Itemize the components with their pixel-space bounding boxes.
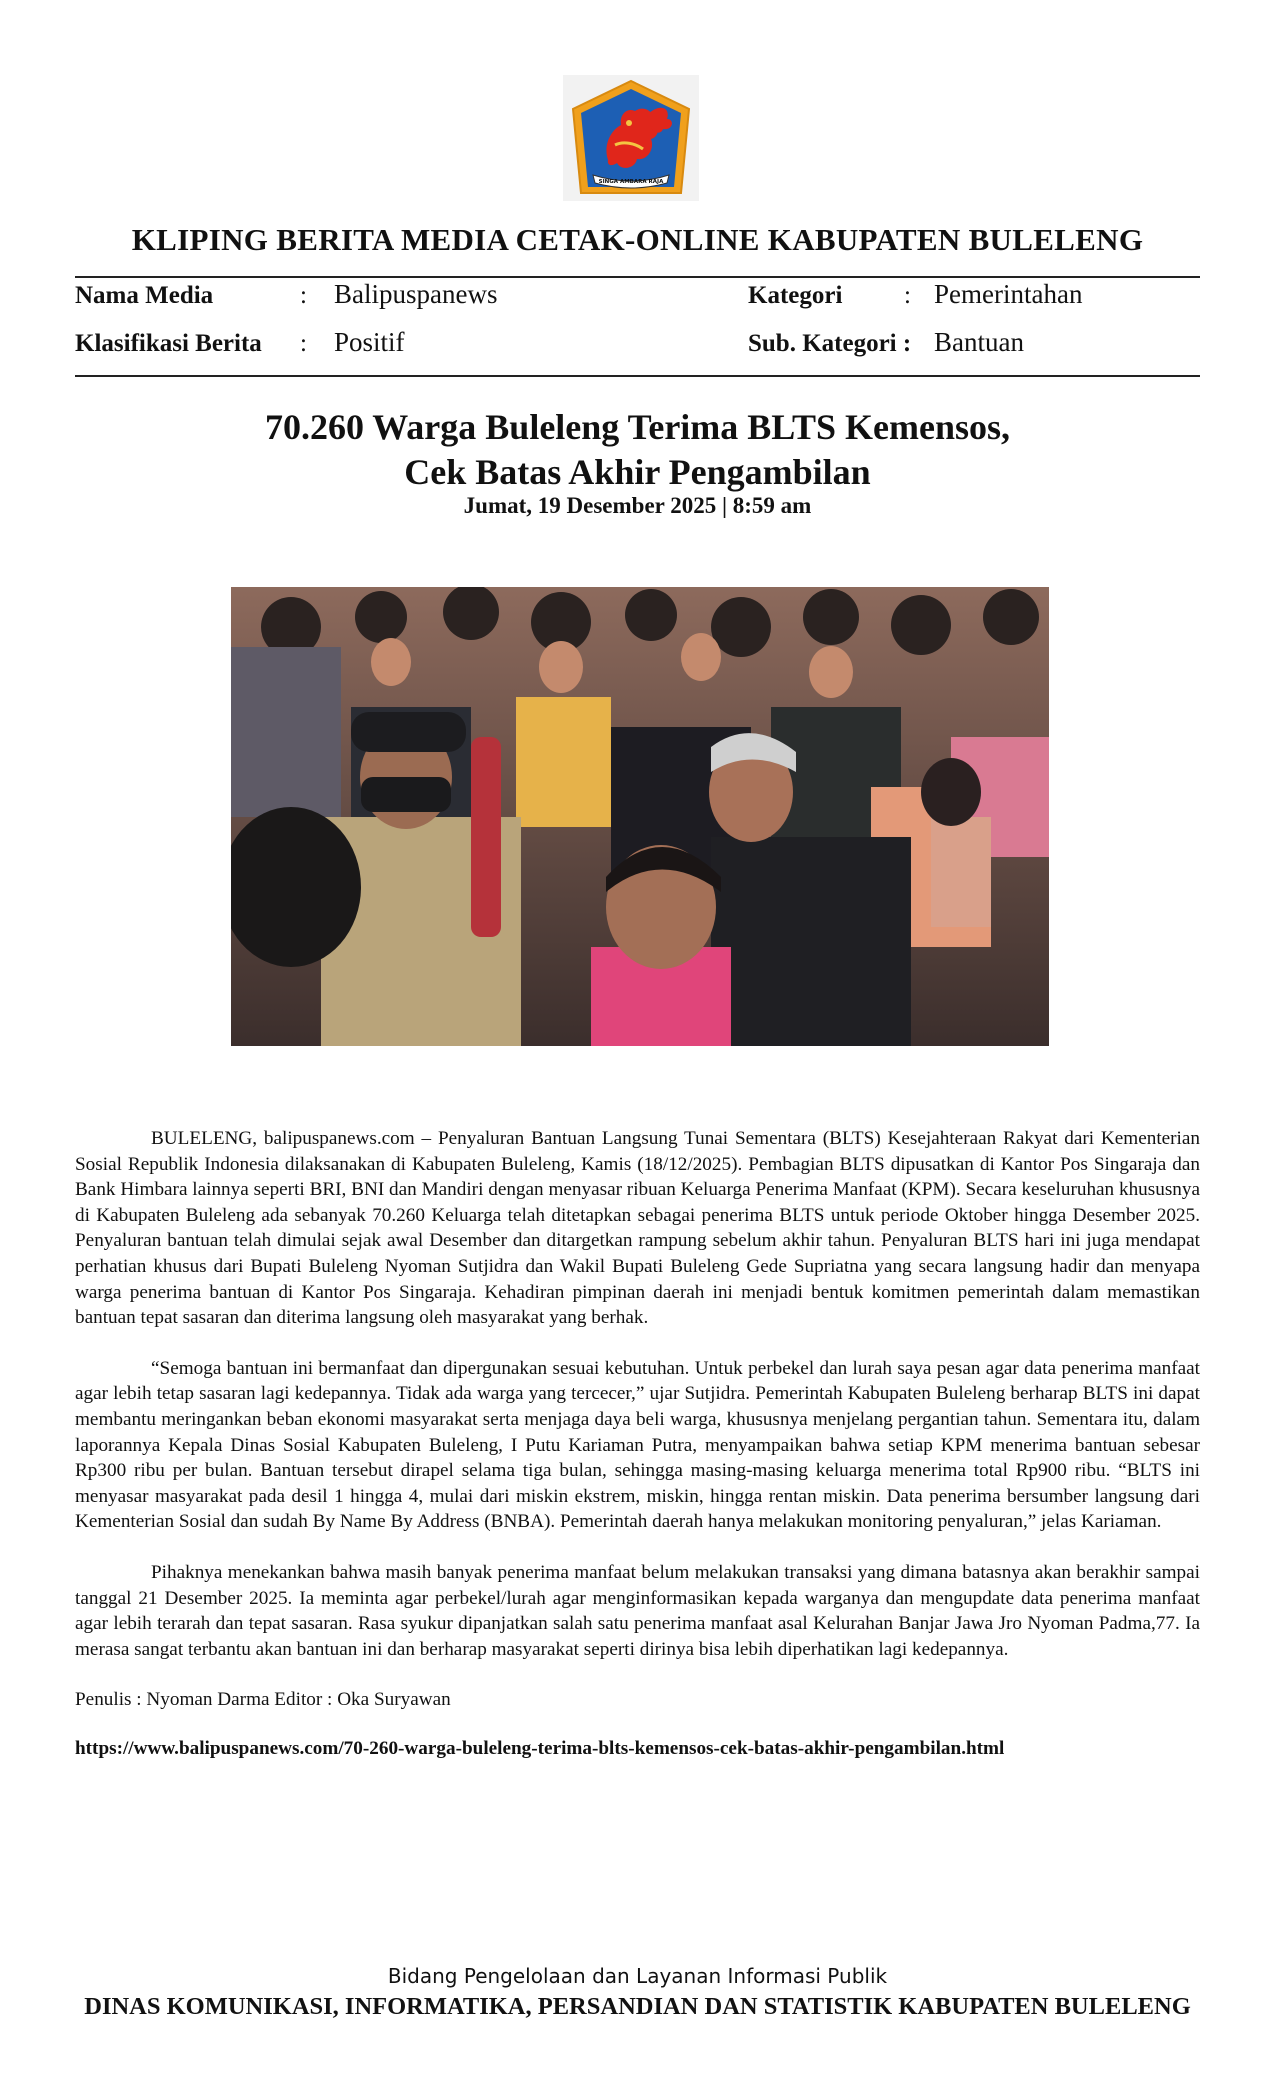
kategori-label: Kategori: [748, 282, 843, 309]
article-paragraph-1: BULELENG, balipuspanews.com – Penyaluran Bantuan Langsung Tunai Sementara (BLTS) Kesejahteraan Rakyat dari Kementerian Sosial Republik Indonesia dilaksanakan di Kabupaten Buleleng, Kamis (18/12/2025). Pembagian BLTS dipusatkan di Kantor Pos Singaraja dan Bank Himbara lainnya seperti BRI, BNI dan Mandiri dengan menyasar ribuan Keluarga Penerima Manfaat (KPM). Secara keseluruhan khususnya di Kabupaten Buleleng ada sebanyak 70.260 Keluarga telah ditetapkan sebagai penerima BLTS untuk periode Oktober hingga Desember 2025. Penyaluran bantuan telah dimulai sejak awal Desember dan ditargetkan rampung sebelum akhir tahun. Penyaluran BLTS hari ini juga mendapat perhatian khusus dari Bupati Buleleng Nyoman Sutjidra dan Wakil Bupati Buleleng Gede Supriatna yang secara langsung hadir dan menyapa warga penerima bantuan di Kantor Pos Singaraja. Kehadiran pimpinan daerah ini menjadi bentuk komitmen pemerintah dalam memastikan bantuan tepat sasaran dan diterima langsung oleh masyarakat yang berhak.: [75, 1128, 1200, 1329]
article-headline: [75, 405, 1200, 495]
headline-line-1: 70.260 Warga Buleleng Terima BLTS Kemensos,: [264, 407, 1011, 447]
kategori-colon: :: [904, 282, 911, 309]
buleleng-emblem-logo: [563, 75, 699, 201]
media-label: Nama Media: [75, 282, 214, 309]
footer-department: Bidang Pengelolaan dan Layanan Informasi Publik: [387, 1964, 888, 1988]
article-source-url[interactable]: https://www.balipuspanews.com/70-260-warga-buleleng-terima-blts-kemensos-cek-batas-akhir-pengambilan.html: [75, 1737, 1005, 1759]
header-divider-top: [75, 276, 1200, 278]
article-paragraph-3: Pihaknya menekankan bahwa masih banyak penerima manfaat belum melakukan transaksi yang dimana batasnya akan berakhir sampai tanggal 21 Desember 2025. Ia meminta agar perbekel/lurah agar menginformasikan kepada warganya dan mengupdate data penerima manfaat agar lebih terarah dan tepat sasaran. Rasa syukur dipanjatkan salah satu penerima manfaat asal Kelurahan Banjar Jawa Jro Nyoman Padma,77. Ia merasa sangat terbantu akan bantuan ini dan berharap masyarakat seperti dirinya bisa lebih diperhatikan lagi kedepannya.: [75, 1561, 1200, 1660]
media-colon: :: [300, 282, 307, 309]
header-divider-bottom: [75, 375, 1200, 377]
kategori-value: Pemerintahan: [934, 279, 1083, 309]
article-paragraph-2: “Semoga bantuan ini bermanfaat dan dipergunakan sesuai kebutuhan. Untuk perbekel dan lurah saya pesan agar data penerima manfaat agar lebih tetap sasaran lagi kedepannya. Tidak ada warga yang tercecer,” ujar Sutjidra. Pemerintah Kabupaten Buleleng berharap BLTS ini dapat membantu meringankan beban ekonomi masyarakat serta menjaga daya beli warga, khususnya menjelang pergantian tahun. Sementara itu, dalam laporannya Kepala Dinas Sosial Kabupaten Buleleng, I Putu Kariaman Putra, menyampaikan bahwa setiap KPM menerima bantuan sebesar Rp300 ribu per bulan. Bantuan tersebut dirapel selama tiga bulan, sehingga masing-masing keluarga menerima total Rp900 ribu. “BLTS ini menyasar masyarakat pada desil 1 hingga 4, mulai dari miskin ekstrem, miskin, hingga rentan miskin. Data penerima bersumber langsung dari Kementerian Sosial dan sudah By Name By Address (BNBA). Pemerintah daerah hanya melakukan monitoring penyaluran,” jelas Kariaman.: [75, 1357, 1200, 1533]
article-dateline: Jumat, 19 Desember 2025 | 8:59 am: [463, 493, 812, 518]
klasifikasi-colon: :: [300, 330, 307, 357]
masthead-title: KLIPING BERITA MEDIA CETAK-ONLINE KABUPATEN BULELENG: [131, 222, 1144, 257]
subkategori-label: Sub. Kategori :: [748, 330, 912, 357]
klasifikasi-value: Positif: [334, 327, 405, 357]
klasifikasi-label: Klasifikasi Berita: [75, 330, 262, 357]
article-photo-crowd: [231, 587, 1049, 1046]
article-body: [75, 1126, 1200, 1761]
headline-line-2: Cek Batas Akhir Pengambilan: [404, 452, 871, 492]
emblem-motto: SINGA AMBARA RAJA: [598, 179, 664, 185]
article-byline: Penulis : Nyoman Darma Editor : Oka Suryawan: [75, 1689, 451, 1711]
subkategori-value: Bantuan: [934, 327, 1024, 357]
footer-agency: DINAS KOMUNIKASI, INFORMATIKA, PERSANDIAN DAN STATISTIK KABUPATEN BULELENG: [84, 1993, 1191, 2020]
media-value: Balipuspanews: [334, 279, 498, 309]
